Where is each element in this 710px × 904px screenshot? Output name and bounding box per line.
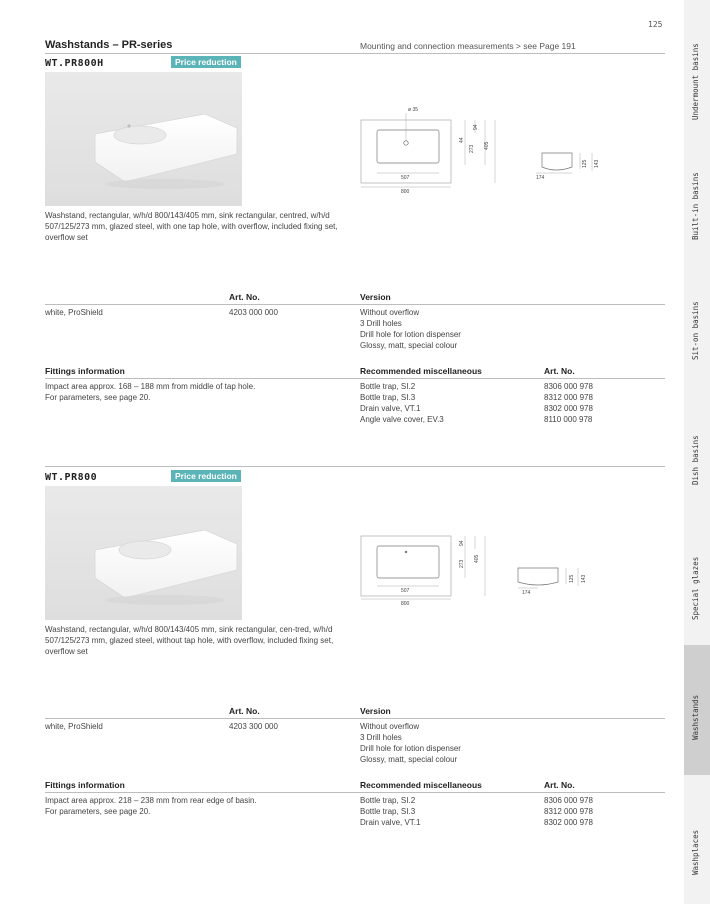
misc-item-name: Bottle trap, SI.2	[360, 382, 416, 391]
misc-art-header: Art. No.	[544, 366, 575, 376]
version-item: Glossy, matt, special colour	[360, 341, 458, 350]
tab-washstands[interactable]: Washstands	[691, 694, 700, 740]
art-no-header: Art. No.	[229, 292, 260, 302]
dim-174: 174	[536, 175, 545, 181]
misc-header: Recommended miscellaneous	[360, 366, 482, 376]
misc-item-art: 8306 000 978	[544, 796, 593, 805]
product-description: Washstand, rectangular, w/h/d 800/143/405 mm, sink rectangular, cen-tred, w/h/d 507/125/273 mm, glazed steel, without tap hole, with overflow, included fixing set, overflow set	[45, 625, 334, 656]
misc-header: Recommended miscellaneous	[360, 780, 482, 790]
product-code: WT.PR800H	[45, 58, 104, 69]
version-item: 3 Drill holes	[360, 733, 402, 742]
divider	[45, 718, 665, 719]
misc-arts	[544, 381, 593, 425]
variant-label: white, ProShield	[45, 308, 103, 317]
art-no-header: Art. No.	[229, 706, 260, 716]
version-list	[360, 721, 461, 765]
fittings-line: For parameters, see page 20.	[45, 393, 151, 402]
art-no-value: 4203 300 000	[229, 722, 278, 731]
misc-item-name: Angle valve cover, EV.3	[360, 415, 444, 424]
misc-names	[360, 795, 420, 828]
dim-125: 125	[582, 159, 588, 168]
dim-44: 44	[459, 137, 465, 143]
variant-label: white, ProShield	[45, 722, 103, 731]
misc-item-name: Bottle trap, SI.2	[360, 796, 416, 805]
version-item: Without overflow	[360, 722, 420, 731]
washstand-image	[45, 486, 242, 620]
misc-item-art: 8302 000 978	[544, 818, 593, 827]
misc-item-name: Drain valve, VT.1	[360, 404, 421, 413]
section-divider	[45, 466, 665, 467]
product-photo	[45, 72, 242, 206]
mounting-note: Mounting and connection measurements > see Page 191	[360, 41, 576, 51]
dim-507: 507	[401, 588, 410, 594]
version-item: Glossy, matt, special colour	[360, 755, 458, 764]
dim-507: 507	[401, 175, 410, 181]
tab-sit-on-basins[interactable]: Sit-on basins	[691, 301, 700, 360]
misc-item-art: 8312 000 978	[544, 393, 593, 402]
divider	[45, 304, 665, 305]
fittings-header: Fittings information	[45, 366, 125, 376]
dim-143: 143	[594, 159, 600, 168]
misc-item-art: 8110 000 978	[544, 415, 593, 424]
tab-washplaces[interactable]: Washplaces	[691, 829, 700, 875]
version-header: Version	[360, 706, 391, 716]
misc-names	[360, 381, 444, 425]
art-no-value: 4203 000 000	[229, 308, 278, 317]
version-item: 3 Drill holes	[360, 319, 402, 328]
version-item: Drill hole for lotion dispenser	[360, 330, 461, 339]
dim-143: 143	[581, 574, 587, 583]
fittings-info	[45, 381, 255, 403]
technical-drawing	[360, 533, 620, 613]
divider	[45, 378, 665, 379]
misc-item-art: 8306 000 978	[544, 382, 593, 391]
page-title: Washstands – PR-series	[45, 39, 173, 51]
fittings-info	[45, 795, 257, 817]
product-photo	[45, 486, 242, 620]
divider	[45, 792, 665, 793]
version-item: Without overflow	[360, 308, 420, 317]
fittings-line: Impact area approx. 218 – 238 mm from rear edge of basin.	[45, 796, 257, 805]
version-list	[360, 307, 461, 351]
fittings-line: Impact area approx. 168 – 188 mm from middle of tap hole.	[45, 382, 256, 391]
tab-special-glazes[interactable]: Special glazes	[691, 556, 700, 620]
misc-item-name: Bottle trap, SI.3	[360, 393, 416, 402]
misc-art-header: Art. No.	[544, 780, 575, 790]
dim-800: 800	[401, 189, 410, 195]
dim-800: 800	[401, 601, 410, 607]
dim-94: 94	[459, 540, 465, 546]
dim-125: 125	[569, 574, 575, 583]
price-reduction-badge: Price reduction	[171, 470, 241, 482]
price-reduction-badge: Price reduction	[171, 56, 241, 68]
product-description: Washstand, rectangular, w/h/d 800/143/405 mm, sink rectangular, centred, w/h/d 507/125/273 mm, glazed steel, with one tap hole, with overflow, included fixing set, overflow set	[45, 211, 338, 242]
tab-dish-basins[interactable]: Dish basins	[691, 435, 700, 485]
divider	[45, 53, 665, 54]
technical-drawing	[360, 103, 620, 198]
page-number: 125	[648, 20, 663, 29]
version-item: Drill hole for lotion dispenser	[360, 744, 461, 753]
version-header: Version	[360, 292, 391, 302]
misc-item-art: 8302 000 978	[544, 404, 593, 413]
misc-item-name: Bottle trap, SI.3	[360, 807, 416, 816]
misc-arts	[544, 795, 593, 828]
tab-built-in-basins[interactable]: Built-in basins	[691, 172, 700, 240]
dim-405: 405	[484, 141, 490, 150]
dim-273: 273	[469, 144, 475, 153]
misc-item-name: Drain valve, VT.1	[360, 818, 421, 827]
tab-undermount-basins[interactable]: Undermount basins	[691, 43, 700, 120]
fittings-header: Fittings information	[45, 780, 125, 790]
washstand-image	[45, 72, 242, 206]
dim-405: 405	[474, 554, 480, 563]
dim-tap: ø 35	[408, 107, 419, 113]
dim-273: 273	[459, 559, 465, 568]
dim-174: 174	[522, 590, 531, 596]
dim-94: 94	[473, 124, 479, 130]
fittings-line: For parameters, see page 20.	[45, 807, 151, 816]
product-code: WT.PR800	[45, 472, 98, 483]
misc-item-art: 8312 000 978	[544, 807, 593, 816]
